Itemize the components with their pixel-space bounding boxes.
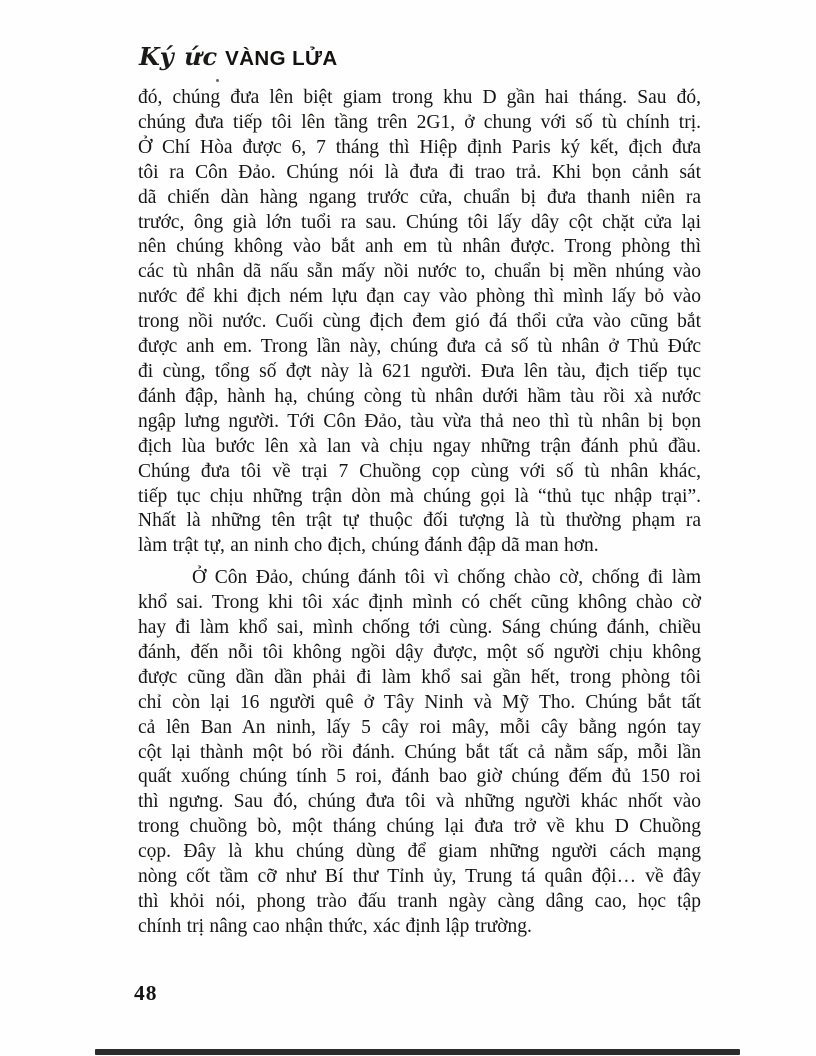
text-line: hay đi làm khổ sai, mình chống tới cùng. Sáng chúng đánh, chiều (138, 617, 701, 639)
text-line: đó, chúng đưa lên biệt giam trong khu D gần hai tháng. Sau đó, (138, 87, 701, 108)
text-line: chúng đưa tiếp tôi lên tầng trên 2G1, ở chung với số tù chính trị. (138, 111, 701, 133)
page-number: 48 (134, 981, 158, 1005)
text-line: trong nồi nước. Cuối cùng địch đem gió đá thổi cửa vào cũng bắt (138, 311, 701, 333)
text-line: chỉ còn lại 16 người quê ở Tây Ninh và Mỹ Tho. Chúng bắt tất (138, 691, 701, 713)
text-block (138, 86, 701, 940)
text-line: đánh, đến nỗi tôi không ngồi dậy được, một số người chịu không (138, 641, 701, 663)
scan-speckle (216, 79, 219, 82)
text-line: được cũng dần dần phải đi làm khổ sai gần hết, trong phòng tôi (138, 666, 701, 688)
text-line: dã chiến dàn hàng ngang trước cửa, chuẩn bị đưa thanh niên ra (138, 186, 701, 208)
paragraph (138, 86, 701, 559)
text-line: khổ sai. Trong khi tôi xác định mình có chết cũng không chào cờ (138, 592, 701, 614)
text-line: Nhất là những tên trật tự thuộc đối tượng là tù thường phạm ra (138, 510, 701, 532)
text-line: được anh em. Trong lần này, chúng đưa cả số tù nhân ở Thủ Đức (138, 336, 701, 358)
text-line: đánh đập, hành hạ, chúng còng tù nhân dưới hầm tàu rồi xà nước (138, 385, 701, 407)
text-line: chính trị nâng cao nhận thức, xác định lập trường. (138, 915, 532, 937)
text-line: cột lại thành một bó rồi đánh. Chúng bắt tất cả nằm sấp, mỗi lần (138, 741, 701, 763)
text-line: quất xuống chúng tính 5 roi, đánh bao giờ chúng đếm đủ 150 roi (138, 766, 701, 788)
text-line: làm trật tự, an ninh cho địch, chúng đánh đập dã man hơn. (138, 535, 599, 557)
running-header (139, 42, 338, 71)
text-line: đi cùng, tổng số đợt này là 621 người. Đưa lên tàu, địch tiếp tục (138, 360, 701, 382)
text-line: tôi ra Côn Đảo. Chúng nói là đưa đi trao trả. Khi bọn cảnh sát (138, 161, 701, 183)
text-line: Chúng đưa tôi về trại 7 Chuồng cọp cùng với số tù nhân khác, (138, 460, 701, 482)
text-line: các tù nhân dã nấu sẵn mấy nồi nước to, chuẩn bị mền nhúng vào (138, 261, 701, 283)
text-line: nên chúng không vào bắt anh em tù nhân được. Trong phòng thì (138, 236, 701, 258)
text-line: nước để khi địch ném lựu đạn cay vào phòng thì mình lấy bỏ vào (138, 286, 701, 308)
series-title: Ký ức (139, 42, 219, 71)
text-line: Ở Côn Đảo, chúng đánh tôi vì chống chào cờ, chống đi làm (192, 567, 701, 589)
text-line: thì khỏi nói, phong trào đấu tranh ngày càng dâng cao, học tập (138, 891, 701, 912)
text-line: cả lên Ban An ninh, lấy 5 cây roi mây, mỗi cây bằng ngón tay (138, 716, 701, 738)
text-line: địch lùa bước lên xà lan và chịu ngay những trận đánh phủ đầu. (138, 435, 701, 457)
text-line: tiếp tục chịu những trận dòn mà chúng gọi là “thủ tục nhập trại”. (138, 485, 701, 507)
text-line: Ở Chí Hòa được 6, 7 tháng thì Hiệp định Paris ký kết, địch đưa (138, 136, 701, 158)
book-title: VÀNG LỬA (225, 47, 338, 70)
text-line: thì ngưng. Sau đó, chúng đưa tôi và những người khác nhốt vào (138, 791, 701, 813)
paragraph (138, 566, 701, 940)
text-line: trong chuồng bò, một tháng chúng lại đưa trở về khu D Chuồng (138, 816, 701, 838)
text-line: cọp. Đây là khu chúng dùng để giam những người cách mạng (138, 841, 701, 863)
text-line: nòng cốt tầm cỡ như Bí thư Tỉnh ủy, Trung tá quân đội… về đây (138, 866, 701, 888)
text-line: ngập lưng người. Tới Côn Đảo, tàu vừa thả neo thì tù nhân bị bọn (138, 410, 701, 432)
text-line: trước, ông già lớn tuổi ra sau. Chúng tôi lấy dây cột chặt cửa lại (138, 211, 701, 233)
scan-edge-artifact (95, 1049, 740, 1055)
